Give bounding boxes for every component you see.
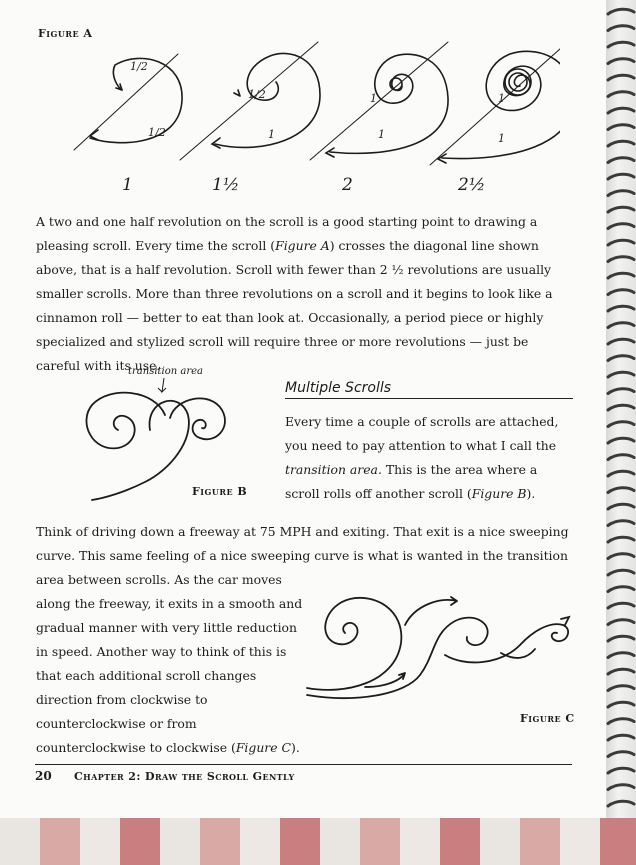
binding-ring [608, 141, 634, 146]
binding-ring [608, 240, 634, 245]
binding-rings [606, 0, 636, 820]
binding-ring [608, 9, 634, 14]
scroll-2-mark-b: 1/2 [248, 88, 266, 101]
binding-ring [608, 389, 634, 394]
scroll-3-caption: 2 [342, 175, 353, 195]
figure-c-label: Figure C [520, 712, 575, 725]
scroll-4-caption: 2½ [458, 175, 486, 195]
binding-ring [608, 471, 634, 476]
binding-ring [608, 603, 634, 608]
binding-ring [608, 207, 634, 212]
binding-ring [608, 488, 634, 493]
binding-ring [608, 92, 634, 97]
binding-ring [608, 554, 634, 559]
page-number: 20 [35, 769, 52, 783]
binding-ring [608, 570, 634, 575]
binding-ring [608, 191, 634, 196]
binding-ring [608, 537, 634, 542]
binding-ring [608, 422, 634, 427]
binding-ring [608, 405, 634, 410]
scroll-2-caption: 1½ [212, 175, 240, 195]
binding-ring [608, 108, 634, 113]
binding-ring [608, 438, 634, 443]
binding-ring [608, 620, 634, 625]
binding-ring [608, 455, 634, 460]
binding-ring [608, 735, 634, 740]
footer-rule [35, 764, 572, 765]
scroll-1-mark-a: 1/2 [130, 60, 148, 73]
scroll-one-and-half-revolution [180, 42, 320, 160]
binding-ring [608, 752, 634, 757]
binding-ring [608, 125, 634, 130]
figure-a-illustration [60, 40, 560, 200]
freeway-paragraph-line-1: Think of driving down a freeway at 75 MPH and exiting. That exit is a nice sweeping [36, 524, 569, 539]
scroll-4-mark-b: 1 [498, 92, 505, 105]
binding-ring [608, 653, 634, 658]
binding-ring [608, 174, 634, 179]
intro-paragraph: A two and one half revolution on the scroll is a good starting point to drawing a pleasing scroll. Every time the scroll (Figure A) crosses the diagonal line shown above, that is a half revolution. Scroll with fewer than 2 ½ revolutions are usually smaller scrolls. More than three revolutions on a scroll and it begins to look like a cinnamon roll — better to eat than look at. Occasionally, a period piece or highly specialized and stylized scroll will require three or more revolutions — just be careful with its use. [36, 214, 553, 373]
freeway-paragraph-line-2: curve. This same feeling of a nice sweeping curve is what is wanted in the transition [36, 548, 568, 563]
binding-ring [608, 702, 634, 707]
binding-ring [608, 158, 634, 163]
binding-ring [608, 339, 634, 344]
binding-ring [608, 42, 634, 47]
binding-ring [608, 257, 634, 262]
binding-ring [608, 290, 634, 295]
scroll-1-mark-b: 1/2 [148, 126, 166, 139]
freeway-paragraph-narrow: area between scrolls. As the car moves along the freeway, it exits in a smooth and gradual manner with very little reduction in speed. Another way to think of this is that each additional scroll changes direction from clockwise to counterclockwise or from counterclockwise to clockwise (Figure C). [36, 572, 303, 755]
multiple-scrolls-paragraph: Every time a couple of scrolls are attached, you need to pay attention to what I call the transition area. This is the area where a scroll rolls off another scroll (Figure B). [285, 414, 559, 501]
scroll-one-revolution [74, 54, 182, 150]
scroll-3-mark-a: 1 [378, 128, 385, 141]
binding-ring [608, 224, 634, 229]
scroll-two-revolutions [310, 42, 448, 160]
scroll-4-mark-a: 1 [498, 132, 505, 145]
binding-ring [608, 587, 634, 592]
binding-ring [608, 372, 634, 377]
multiple-scrolls-heading: Multiple Scrolls [285, 380, 573, 399]
binding-ring [608, 719, 634, 724]
figure-a-label: Figure A [38, 27, 93, 40]
spiral-binding [606, 0, 636, 820]
scroll-2-mark-a: 1 [268, 128, 275, 141]
binding-ring [608, 273, 634, 278]
scroll-two-and-half-revolutions [430, 40, 560, 165]
binding-ring [608, 323, 634, 328]
binding-ring [608, 75, 634, 80]
binding-ring [608, 356, 634, 361]
binding-ring [608, 768, 634, 773]
transition-area-annotation: transition area [128, 366, 204, 377]
binding-ring [608, 59, 634, 64]
scroll-1-caption: 1 [122, 175, 133, 195]
binding-ring [608, 686, 634, 691]
binding-ring [608, 801, 634, 806]
binding-ring [608, 521, 634, 526]
figure-b-label: Figure B [192, 485, 248, 498]
figure-c-illustration [305, 585, 580, 705]
binding-ring [608, 636, 634, 641]
binding-ring [608, 306, 634, 311]
scroll-3-mark-b: 1 [370, 92, 377, 105]
binding-ring [608, 504, 634, 509]
binding-ring [608, 26, 634, 31]
chapter-title: Chapter 2: Draw the Scroll Gently [74, 770, 295, 783]
tablecloth-background [0, 818, 636, 865]
binding-ring [608, 785, 634, 790]
binding-ring [608, 669, 634, 674]
